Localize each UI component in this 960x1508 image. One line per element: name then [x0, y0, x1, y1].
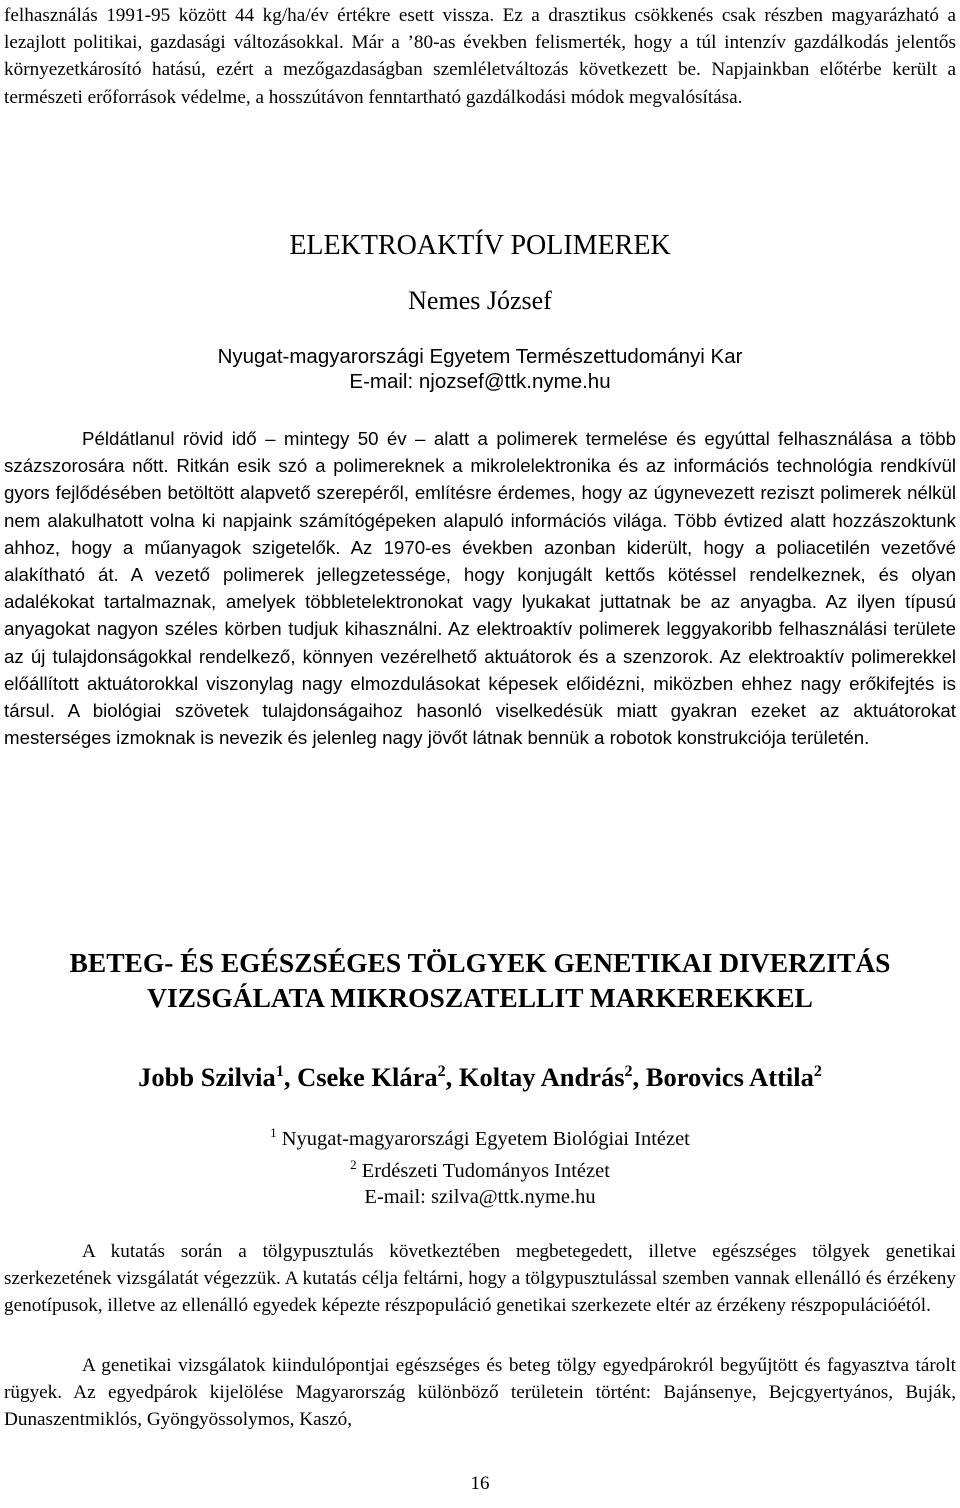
article1-title: ELEKTROAKTÍV POLIMEREK — [289, 230, 671, 261]
article1-affiliation: Nyugat-magyarországi Egyetem Természettudományi Kar — [217, 345, 743, 368]
affiliation-sup: 2 — [350, 1156, 357, 1172]
author-sup: 2 — [813, 1063, 822, 1081]
article2-paragraph1: A kutatás során a tölgypusztulás következtében megbetegedett, illetve egészséges tölgyek genetikai szerkezetének vizsgálatát végezzük. A kutatás célja feltárni, hogy a tölgypusztulással szemben vannak ellenálló és érzékeny genotípusok, illetve az ellenálló egyedek képezte részpopuláció genetikai szerkezete eltér az érzékeny részpopulációétól. — [4, 1241, 956, 1317]
author-name: Cseke Klára — [297, 1062, 438, 1092]
article1-email: E-mail: njozsef@ttk.nyme.hu — [349, 370, 611, 393]
article2-affiliations — [0, 1120, 960, 1210]
article2-email: E-mail: szilva@ttk.nyme.hu — [364, 1185, 596, 1208]
author-separator: , — [445, 1062, 459, 1092]
article2-paragraph2: A genetikai vizsgálatok kiindulópontjai egészséges és beteg tölgy egyedpárokról begyűjtött és fagyasztva tárolt rügyek. Az egyedpárok kijelölése Magyarország különböző területein történt: Bajánsenye, Bejcgyertyános, Buják, Dunaszentmiklós, Gyöngyössolymos, Kaszó, — [4, 1355, 956, 1431]
affiliation-line — [0, 1152, 960, 1184]
article1-body: Példátlanul rövid idő – mintegy 50 év – alatt a polimerek termelése és egyúttal felhasználása a több százszorosára nőtt. Ritkán esik szó a polimereknek a mikrolelektronika és az információs technológia rendkívül gyors fejlődésében betöltött alapvető szerepéről, említésre érdemes, hogy az úgynevezett reziszt polimerek nélkül nem alakulhatott volna ki napjaink számítógépeken alapuló információs világa. Több évtized alatt hozzászoktunk ahhoz, hogy a műanyagok szigetelők. Az 1970-es években azonban kiderült, hogy a poliacetilén vezetővé alakítható át. A vezető polimerek jellegzetessége, hogy konjugált kettős kötéssel rendelkeznek, és olyan adalékokat tartalmaznak, amelyek többletelektronokat vagy lyukakat juttatnak be az anyagba. Az ilyen típusú anyagokat nagyon széles körben tudjuk kihasználni. Az elektroaktív polimerek leggyakoribb felhasználási területe az új tulajdonságokkal rendelkező, könnyen vezérelhető aktuátorok és a szenzorok. Az elektroaktív polimerekkel előállított aktuátorokkal viszonylag nagy elmozdulásokat képesek előidézni, miközben ehhez nagy erőkifejtés is társul. A biológiai szövetek tulajdonságaihoz hasonló viselkedésük miatt gyakran ezeket az aktuátorokat mesterséges izmoknak is nevezik és jelenleg nagy jövőt látnak bennük a robotok konstrukciója területén. — [4, 428, 956, 749]
author-sup: 2 — [437, 1063, 446, 1081]
author-sup: 2 — [624, 1063, 633, 1081]
affiliation-sup: 1 — [270, 1125, 277, 1140]
affiliation-text: Nyugat-magyarországi Egyetem Biológiai Intézet — [276, 1127, 690, 1150]
author-name: Jobb Szilvia — [138, 1062, 276, 1092]
article2-title-line1: BETEG- ÉS EGÉSZSÉGES TÖLGYEK GENETIKAI DIVERZITÁS — [69, 947, 891, 978]
affiliation-text: Erdészeti Tudományos Intézet — [356, 1159, 610, 1182]
article2-title-line2: VIZSGÁLATA MIKROSZATELLIT MARKEREKKEL — [147, 982, 813, 1013]
article2-title — [0, 945, 960, 1015]
intro-paragraph: felhasználás 1991-95 között 44 kg/ha/év értékre esett vissza. Ez a drasztikus csökkenés csak részben magyarázható a lezajlott politikai, gazdasági változásokkal. Már a ’80-as években felismerték, hogy a túl intenzív gazdálkodás jelentős környezetkárosító hatású, ezért a mezőgazdaságban szemléletváltozás következett be. Napjainkban előtérbe került a természeti erőforrások védelme, a hosszútávon fenntartható gazdálkodási módok megvalósítása. — [4, 5, 956, 108]
article2-authors — [0, 1057, 960, 1097]
author-name: Koltay András — [458, 1062, 625, 1092]
article1-author: Nemes József — [408, 286, 552, 315]
author-separator: , — [632, 1062, 646, 1092]
author-name: Borovics Attila — [645, 1062, 814, 1092]
page-number: 16 — [470, 1473, 490, 1494]
affiliation-line — [0, 1120, 960, 1152]
author-separator: , — [283, 1062, 298, 1092]
author-sup: 1 — [275, 1063, 284, 1081]
